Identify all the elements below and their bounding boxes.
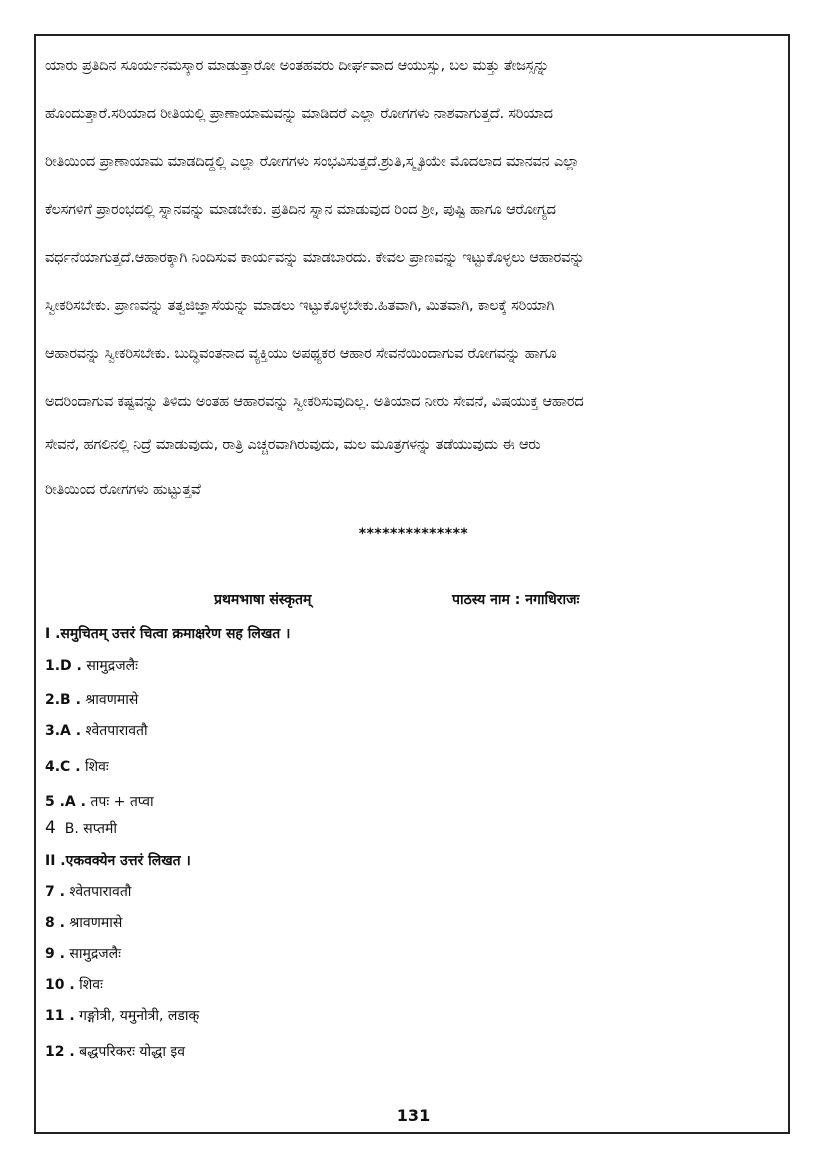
paragraph-line: ರೀತಿಯಿಂದ ರೋಗಗಳು ಹುಟ್ಟುತ್ತವೆ xyxy=(45,482,201,498)
paragraph-line: ವರ್ಧನೆಯಾಗುತ್ತದೆ.ಆಹಾರಕ್ಕಾಗಿ ನಿಂದಿಸುವ ಕಾರ್ಯವನ್ನು ಮಾಡಬಾರದು. ಕೇವಲ ಪ್ರಾಣವನ್ನು ಇಟ್ಟುಕೊಳ್ಳಲು ಆಹಾರವನ್ನು xyxy=(45,250,585,266)
item-text: तपः + तप्वा xyxy=(90,794,154,810)
answer-item xyxy=(45,913,122,932)
answer-item xyxy=(45,757,109,776)
item-number: 1.D . xyxy=(45,658,82,674)
item-text: शिवः xyxy=(84,759,109,775)
answer-item xyxy=(45,1042,185,1061)
paragraph-line: ಅದರಿಂದಾಗುವ ಕಷ್ಟವನ್ನು ತಿಳಿದು ಅಂತಹ ಆಹಾರವನ್ನು ಸ್ವೀಕರಿಸುವುದಿಲ್ಲ. ಅತಿಯಾದ ನೀರು ಸೇವನೆ, ವಿಷಯುಕ್ತ ಆಹಾರದ xyxy=(45,394,584,410)
section2-title: II .एकवक्येन उत्तरं लिखत । xyxy=(45,853,191,869)
answer-item xyxy=(45,1006,199,1025)
item-number: 12 . xyxy=(45,1044,75,1060)
subject-heading: प्रथमभाषा संस्कृतम् xyxy=(214,592,312,608)
item-text: श्वेतपारावतौ xyxy=(69,884,132,900)
answer-item xyxy=(45,882,131,901)
paragraph-line: ಆಹಾರವನ್ನು ಸ್ವೀಕರಿಸಬೇಕು. ಬುದ್ಧಿವಂತನಾದ ವ್ಯಕ್ತಿಯು ಅಪಥ್ಯಕರ ಆಹಾರ ಸೇವನೆಯಿಂದಾಗುವ ರೋಗವನ್ನು ಹಾಗೂ xyxy=(45,346,557,362)
section-separator: ************** xyxy=(358,526,469,542)
item-number: 3.A . xyxy=(45,723,82,739)
answer-item xyxy=(45,690,138,709)
item-number: 11 . xyxy=(45,1008,75,1024)
paragraph-line: ಕೆಲಸಗಳಿಗೆ ಪ್ರಾರಂಭದಲ್ಲಿ ಸ್ನಾನವನ್ನು ಮಾಡಬೇಕು. ಪ್ರತಿದಿನ ಸ್ನಾನ ಮಾಡುವುದ ರಿಂದ ಶ್ರೀ, ಪುಷ್ಟಿ ಹಾಗೂ ಆರೋಗ್ಯದ xyxy=(45,202,556,218)
item-number: 4.C . xyxy=(45,759,81,775)
item-text: शिवः xyxy=(79,977,103,993)
item-text: सामुद्रजलैः xyxy=(86,658,138,674)
section1-title: I .समुचितम् उत्तरं चित्वा क्रमाक्षरेण सह लिखत । xyxy=(45,626,291,642)
item-number: 2.B . xyxy=(45,692,81,708)
paragraph-line: ಸೇವನೆ, ಹಗಲಿನಲ್ಲಿ ನಿದ್ರೆ ಮಾಡುವುದು, ರಾತ್ರಿ ಎಚ್ಚರವಾಗಿರುವುದು, ಮಲ ಮೂತ್ರಗಳನ್ನು ತಡೆಯುವುದು ಈ ಆರು xyxy=(45,437,541,453)
item-number: 8 . xyxy=(45,915,65,931)
item-text: गङ्गोत्री, यमुनोत्री, लडाक् xyxy=(79,1008,200,1024)
paragraph-line: ಯಾರು ಪ್ರತಿದಿನ ಸೂರ್ಯನಮಸ್ಕಾರ ಮಾಡುತ್ತಾರೋ ಅಂತಹವರು ದೀರ್ಘವಾದ ಆಯುಸ್ಸು, ಬಲ ಮತ್ತು ತೇಜಸ್ಸನ್ನು xyxy=(45,58,549,74)
item-text: सामुद्रजलैः xyxy=(69,946,121,962)
item-number: 5 .A . xyxy=(45,794,86,810)
item-text: श्रावणमासे xyxy=(69,915,123,931)
item-number: 10 . xyxy=(45,977,75,993)
page-number: 131 xyxy=(396,1106,431,1125)
answer-item xyxy=(45,944,121,963)
item-text: श्वेतपारावतौ xyxy=(85,723,148,739)
paragraph-line: ರೀತಿಯಿಂದ ಪ್ರಾಣಾಯಾಮ ಮಾಡದಿದ್ದಲ್ಲಿ ಎಲ್ಲಾ ರೋಗಗಳು ಸಂಭವಿಸುತ್ತದೆ.ಶ್ರುತಿ,ಸ್ಮೃತಿಯೇ ಮೊದಲಾದ ಮಾನವನ ಎಲ್ಲಾ xyxy=(45,154,580,170)
paragraph-line: ಸ್ವೀಕರಿಸಬೇಕು. ಪ್ರಾಣವನ್ನು ತತ್ವಜಿಜ್ಞಾಸೆಯನ್ನು ಮಾಡಲು ಇಟ್ಟುಕೊಳ್ಳಬೇಕು.ಹಿತವಾಗಿ, ಮಿತವಾಗಿ, ಕಾಲಕ್ಕೆ ಸರಿಯಾಗಿ xyxy=(45,298,555,314)
item-number: 9 . xyxy=(45,946,65,962)
paragraph-line: ಹೊಂದುತ್ತಾರೆ.ಸರಿಯಾದ ರೀತಿಯಲ್ಲಿ ಪ್ರಾಣಾಯಾಮವನ್ನು ಮಾಡಿದರೆ ಎಲ್ಲಾ ರೋಗಗಳು ನಾಶವಾಗುತ್ತದೆ. ಸರಿಯಾದ xyxy=(45,106,553,122)
lesson-heading: पाठस्य नाम : नगाधिराजः xyxy=(452,592,580,608)
item-text: बद्धपरिकरः योद्धा इव xyxy=(79,1044,186,1060)
item-text: श्रावणमासे xyxy=(85,692,139,708)
answer-item xyxy=(45,792,154,811)
answer-item xyxy=(45,818,117,838)
answer-item xyxy=(45,721,148,740)
answer-item xyxy=(45,975,103,994)
item-number: 4 xyxy=(45,818,56,838)
item-text: B. सप्तमी xyxy=(64,821,117,837)
item-number: 7 . xyxy=(45,884,65,900)
page-border xyxy=(34,34,790,1134)
answer-item xyxy=(45,656,138,675)
